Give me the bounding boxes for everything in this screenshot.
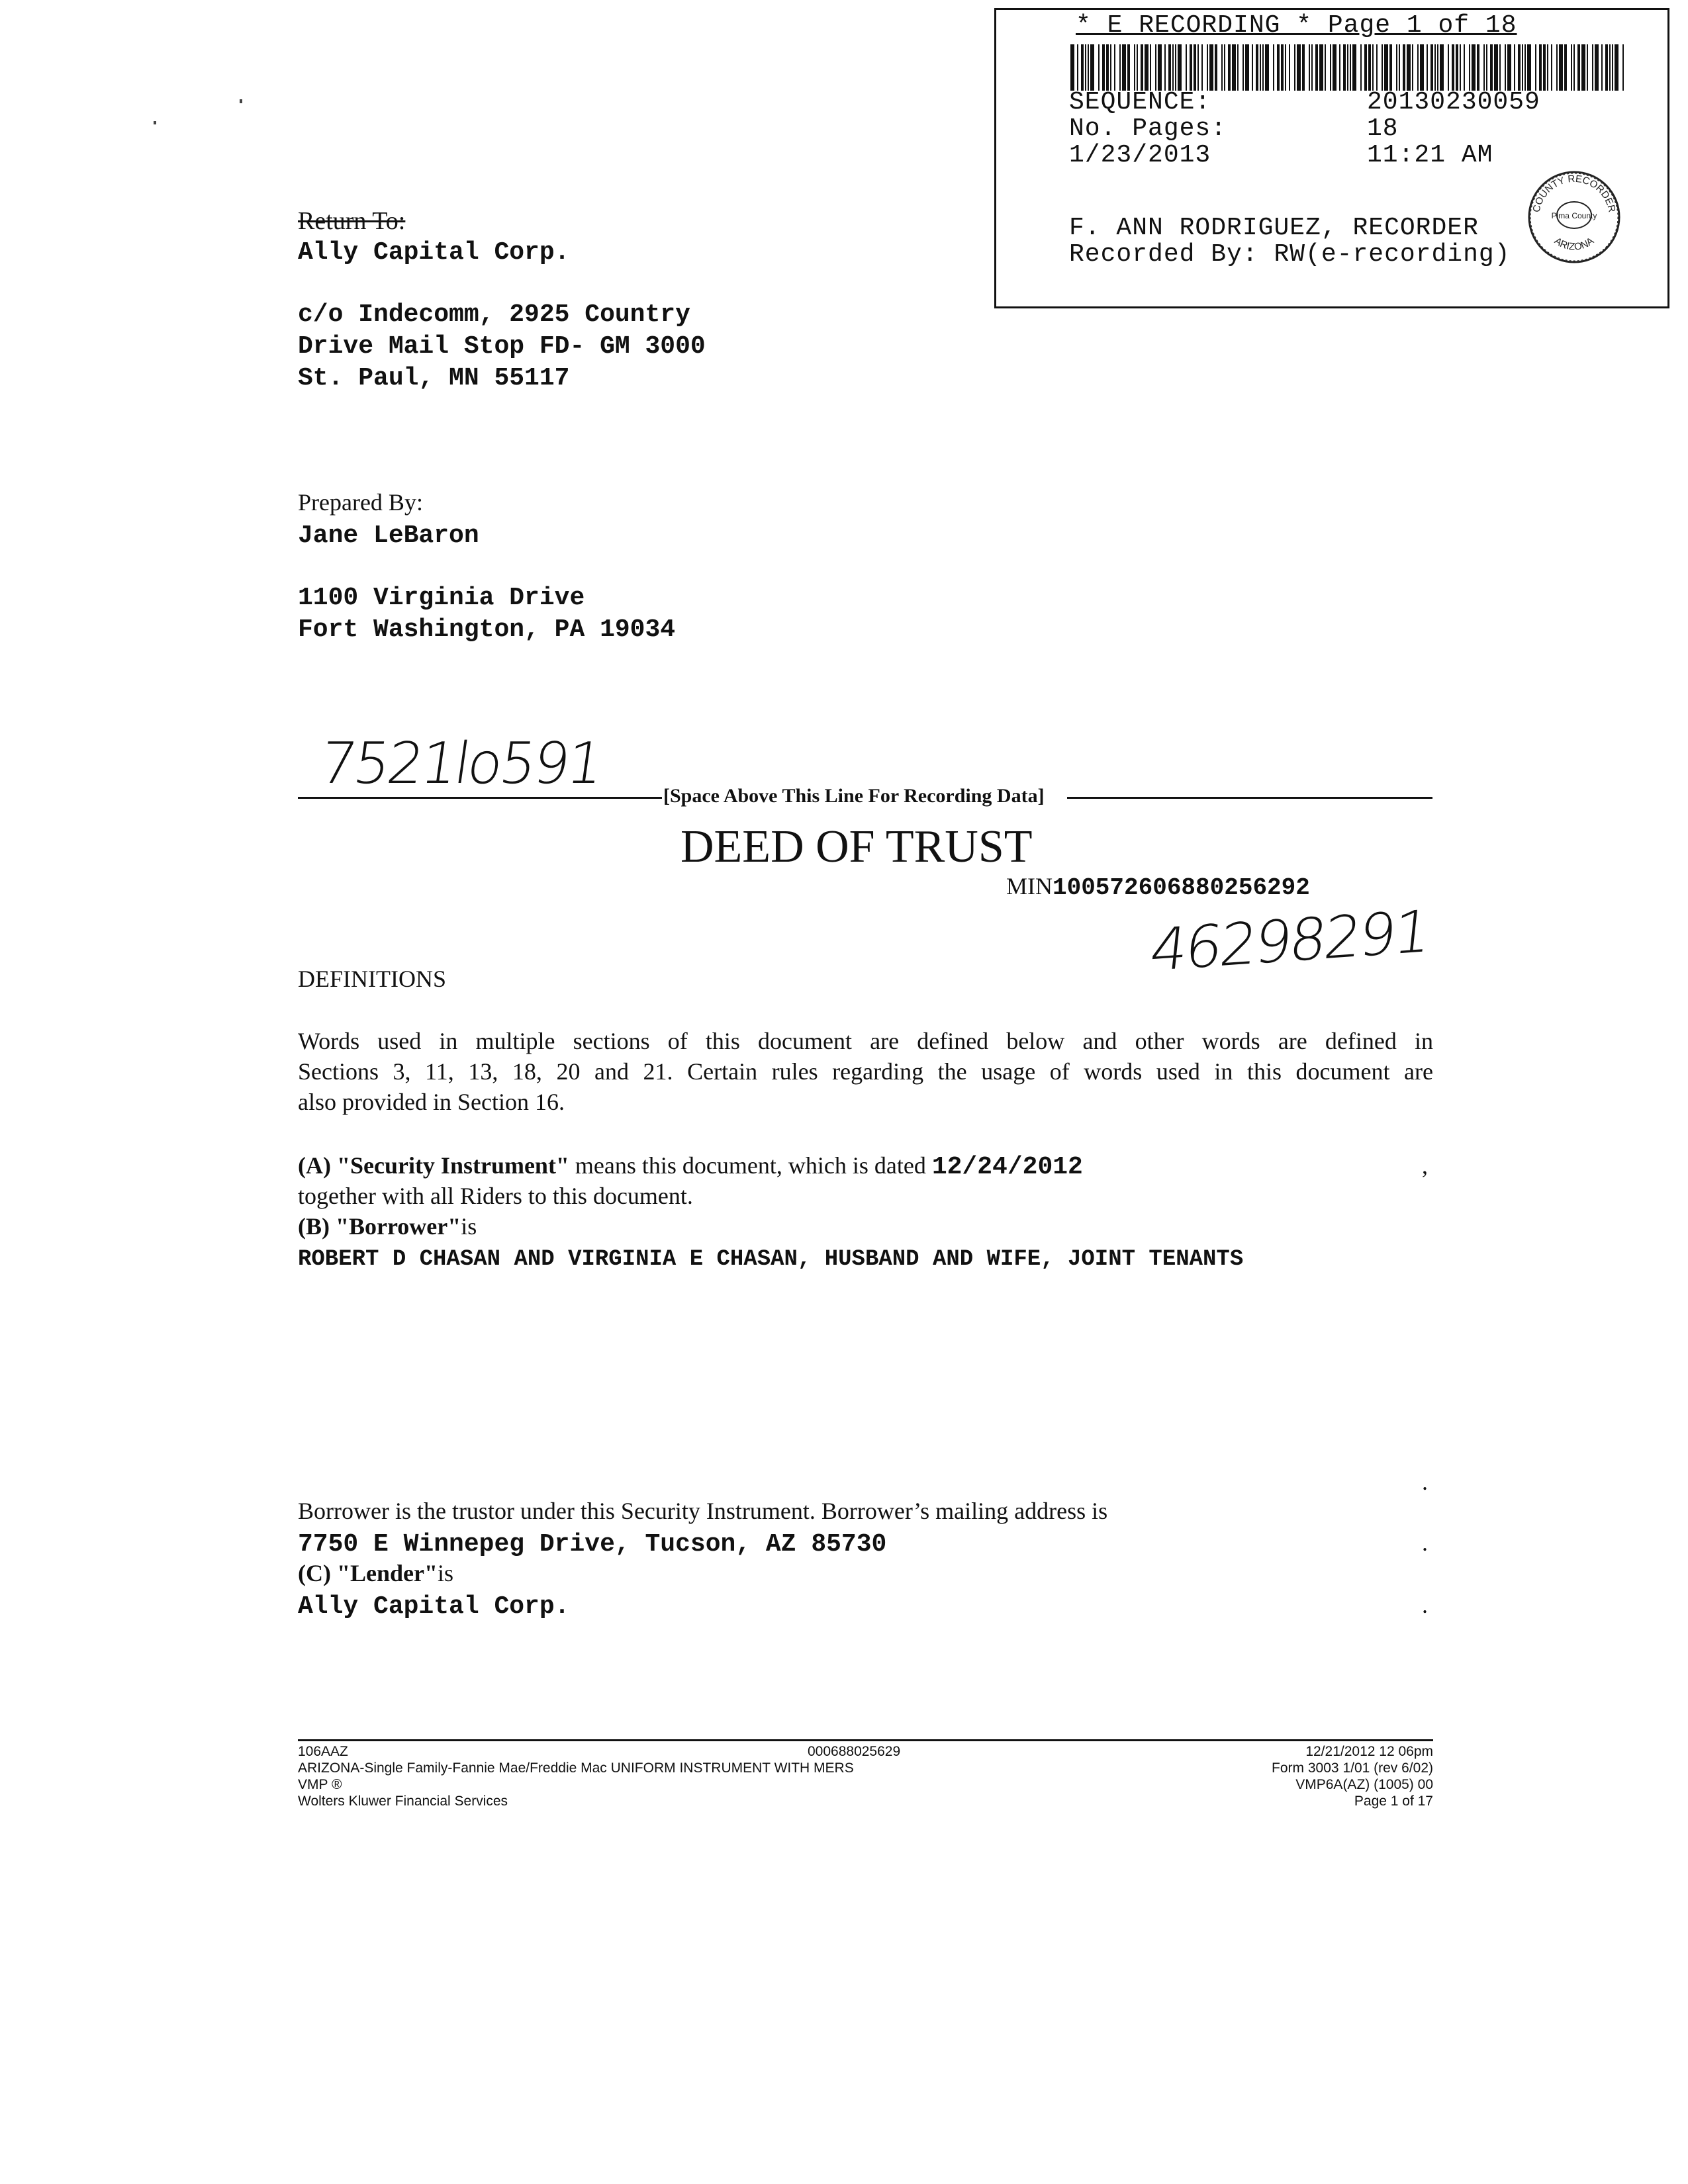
barcode-bar [1347, 44, 1348, 91]
barcode-bar [1158, 44, 1162, 91]
barcode-bar [1114, 44, 1115, 91]
barcode-bar [1224, 44, 1225, 91]
barcode-bar [1155, 44, 1156, 91]
barcode-bar [1352, 44, 1356, 91]
barcode-image [1070, 44, 1626, 91]
barcode-bar [1145, 44, 1149, 91]
barcode-bar [1256, 44, 1258, 91]
barcode-bar [1273, 44, 1274, 91]
barcode-bar [1333, 44, 1336, 91]
barcode-bar [1577, 44, 1580, 91]
barcode-bar [1622, 44, 1624, 91]
min-label: MIN [1006, 873, 1053, 899]
barcode-bar [1098, 44, 1100, 91]
handwritten-number-right: 46298291 [1147, 897, 1432, 985]
barcode-bar [1134, 44, 1135, 91]
footer-publisher: Wolters Kluwer Financial Services [298, 1794, 508, 1809]
barcode-bar [1543, 44, 1546, 91]
barcode-bar [1539, 44, 1542, 91]
seal-top-text: COUNTY RECORDER [1530, 173, 1618, 214]
barcode-bar [1207, 44, 1208, 91]
barcode-bar [1309, 44, 1310, 91]
barcode-bar [1389, 44, 1392, 91]
barcode-bar [1285, 44, 1286, 91]
barcode-bar [1350, 44, 1351, 91]
barcode-bar [1430, 44, 1433, 91]
barcode-bar [1573, 44, 1575, 91]
barcode-bar [1289, 44, 1290, 91]
barcode-bar [1464, 44, 1465, 91]
barcode-bar [1172, 44, 1174, 91]
barcode-bar [1494, 44, 1498, 91]
min-value: 100572606880256292 [1053, 874, 1310, 901]
barcode-bar [1571, 44, 1572, 91]
barcode-bar [1581, 44, 1585, 91]
barcode-bar [1201, 44, 1203, 91]
recording-time: 11:21 AM [1367, 141, 1493, 169]
barcode-bar [1368, 44, 1371, 91]
barcode-bar [1547, 44, 1548, 91]
barcode-bar [1556, 44, 1558, 91]
barcode-bar [1119, 44, 1121, 91]
barcode-bar [1127, 44, 1130, 91]
barcode-bar [1311, 44, 1313, 91]
barcode-bar [1472, 44, 1476, 91]
barcode-bar [1551, 44, 1552, 91]
barcode-bar [1524, 44, 1526, 91]
barcode-bar [1427, 44, 1428, 91]
barcode-bar [1559, 44, 1563, 91]
barcode-bar [1514, 44, 1515, 91]
barcode-bar [1437, 44, 1438, 91]
return-to-address-line: Drive Mail Stop FD- GM 3000 [298, 332, 706, 361]
definition-a-continued: together with all Riders to this document. [298, 1183, 693, 1209]
barcode-bar [1243, 44, 1244, 91]
barcode-bar [1417, 44, 1419, 91]
prepared-by-address-line: 1100 Virginia Drive [298, 584, 585, 612]
barcode-bar [1085, 44, 1086, 91]
barcode-bar [1434, 44, 1436, 91]
definitions-intro-line: Words used in multiple sections of this document are defined below and other words are defined in [298, 1028, 1433, 1054]
prepared-by-address-line: Fort Washington, PA 19034 [298, 615, 676, 644]
barcode-bar [1612, 44, 1613, 91]
definitions-heading: DEFINITIONS [298, 966, 446, 992]
footer-form-number: Form 3003 1/01 (rev 6/02) [1272, 1760, 1433, 1776]
prepared-by-label: Prepared By: [298, 489, 423, 516]
barcode-bar [1110, 44, 1111, 91]
footer-vmp-code: VMP6A(AZ) (1005) 00 [1295, 1777, 1433, 1792]
barcode-bar [1483, 44, 1485, 91]
barcode-bar [1070, 44, 1074, 91]
return-to-address-line: c/o Indecomm, 2925 Country [298, 300, 690, 329]
barcode-bar [1615, 44, 1618, 91]
barcode-bar [1440, 44, 1444, 91]
footer-divider [298, 1739, 1433, 1741]
recording-header: * E RECORDING * Page 1 of 18 [1076, 11, 1517, 40]
barcode-bar [1490, 44, 1493, 91]
return-to-label [298, 206, 405, 237]
barcode-bar [1315, 44, 1318, 91]
barcode-bar [1319, 44, 1323, 91]
barcode-bar [1343, 44, 1346, 91]
barcode-bar [1535, 44, 1536, 91]
footer-right [1192, 1743, 1433, 1809]
barcode-bar [1168, 44, 1171, 91]
footer-form-description: ARIZONA-Single Family-Fannie Mae/Freddie Mac UNIFORM INSTRUMENT WITH MERS [298, 1760, 854, 1776]
barcode-bar [1237, 44, 1239, 91]
borrower-names: ROBERT D CHASAN AND VIRGINIA E CHASAN, HUSBAND AND WIFE, JOINT TENANTS [298, 1247, 1244, 1272]
barcode-bar [1175, 44, 1176, 91]
barcode-bar [1228, 44, 1231, 91]
barcode-bar [1297, 44, 1301, 91]
scan-speck [240, 99, 242, 103]
seal-bottom-text: ARIZONA [1552, 235, 1597, 253]
barcode-bar [1252, 44, 1253, 91]
barcode-bar [1587, 44, 1588, 91]
definition-b-label: (B) "Borrower" [298, 1213, 461, 1240]
definition-b-is: is [461, 1213, 477, 1240]
pages-value: 18 [1367, 114, 1399, 143]
barcode-bar [1396, 44, 1397, 91]
barcode-bar [1106, 44, 1109, 91]
barcode-bar [1281, 44, 1284, 91]
return-to-label-text: Return To: [298, 207, 406, 235]
document-title: DEED OF TRUST [680, 821, 1033, 872]
barcode-bar [1077, 44, 1078, 91]
barcode-bar [1460, 44, 1461, 91]
barcode-bar [1265, 44, 1269, 91]
barcode-bar [1592, 44, 1593, 91]
definitions-intro-line: also provided in Section 16. [298, 1089, 565, 1115]
barcode-bar [1407, 44, 1411, 91]
definition-a-date: 12/24/2012 [931, 1153, 1083, 1181]
barcode-bar [1420, 44, 1424, 91]
recording-stamp-box [994, 8, 1669, 308]
svg-text:COUNTY RECORDER [1530, 173, 1617, 214]
divider-line-left [298, 797, 662, 799]
barcode-bar [1102, 44, 1105, 91]
recording-date: 1/23/2013 [1069, 141, 1211, 169]
barcode-bar [1190, 44, 1192, 91]
barcode-bar [1507, 44, 1511, 91]
line-dot: . [1422, 1469, 1428, 1495]
definition-a-comma: , [1422, 1152, 1428, 1179]
barcode-bar [1260, 44, 1261, 91]
footer-left [298, 1743, 854, 1809]
barcode-bar [1122, 44, 1126, 91]
barcode-bar [1372, 44, 1374, 91]
space-above-line-label: [Space Above This Line For Recording Data] [663, 785, 1045, 807]
barcode-bar [1601, 44, 1603, 91]
barcode-bar [1522, 44, 1523, 91]
barcode-bar [1364, 44, 1367, 91]
pages-label: No. Pages: [1069, 114, 1227, 143]
borrower-mailing-address: 7750 E Winnepeg Drive, Tucson, AZ 85730 [298, 1530, 887, 1559]
barcode-bar [1081, 44, 1084, 91]
definition-a [298, 1152, 1083, 1181]
definition-c [298, 1559, 453, 1587]
barcode-bar [1262, 44, 1264, 91]
footer-form-code: 106AAZ [298, 1744, 348, 1759]
min-number [1006, 872, 1310, 901]
divider-line-right [1067, 797, 1432, 799]
sequence-value: 20130230059 [1367, 88, 1540, 116]
barcode-bar [1339, 44, 1340, 91]
barcode-bar [1384, 44, 1388, 91]
scan-speck [154, 121, 156, 124]
barcode-bar [1090, 44, 1094, 91]
seal-inner-text: Pima County [1551, 211, 1597, 220]
barcode-bar [1330, 44, 1331, 91]
barcode-bar [1197, 44, 1199, 91]
trustor-statement: Borrower is the trustor under this Security Instrument. Borrower’s mailing address is [298, 1498, 1108, 1524]
barcode-bar [1609, 44, 1611, 91]
barcode-bar [1294, 44, 1295, 91]
barcode-bar [1595, 44, 1599, 91]
footer-page-number: Page 1 of 17 [1354, 1794, 1433, 1809]
barcode-bar [1360, 44, 1362, 91]
barcode-bar [1232, 44, 1236, 91]
barcode-bar [1452, 44, 1454, 91]
prepared-by-name: Jane LeBaron [298, 522, 479, 550]
barcode-bar [1088, 44, 1089, 91]
barcode-bar [1499, 44, 1501, 91]
lender-name: Ally Capital Corp. [298, 1592, 570, 1621]
barcode-bar [1302, 44, 1305, 91]
barcode-bar [1376, 44, 1378, 91]
barcode-bar [1194, 44, 1196, 91]
barcode-bar [1325, 44, 1326, 91]
barcode-bar [1150, 44, 1151, 91]
barcode-bar [1456, 44, 1458, 91]
barcode-bar [1137, 44, 1138, 91]
sequence-label: SEQUENCE: [1069, 88, 1211, 116]
footer-print-date: 12/21/2012 12 06pm [1305, 1744, 1433, 1759]
recorded-by: Recorded By: RW(e-recording) [1069, 240, 1511, 269]
definition-a-label: (A) "Security Instrument" [298, 1152, 569, 1179]
definition-b [298, 1212, 477, 1240]
footer-loan-number: 000688025629 [808, 1744, 901, 1759]
footer-vmp: VMP ® [298, 1777, 342, 1792]
barcode-bar [1186, 44, 1187, 91]
barcode-bar [1245, 44, 1249, 91]
definition-c-label: (C) "Lender" [298, 1560, 438, 1586]
barcode-bar [1399, 44, 1400, 91]
barcode-bar [1505, 44, 1506, 91]
barcode-bar [1209, 44, 1213, 91]
handwritten-number-top: 7521lo591 [315, 731, 606, 797]
barcode-bar [1178, 44, 1182, 91]
barcode-bar [1412, 44, 1413, 91]
barcode-bar [1564, 44, 1567, 91]
barcode-bar [1477, 44, 1479, 91]
barcode-bar [1527, 44, 1531, 91]
barcode-bar [1403, 44, 1405, 91]
county-seal-image [1524, 167, 1624, 267]
definitions-intro-line: Sections 3, 11, 13, 18, 20 and 21. Certain rules regarding the usage of words used in this document are [298, 1058, 1433, 1085]
barcode-bar [1448, 44, 1449, 91]
barcode-bar [1382, 44, 1383, 91]
return-to-address-line: St. Paul, MN 55117 [298, 364, 570, 392]
barcode-bar [1469, 44, 1470, 91]
barcode-bar [1215, 44, 1217, 91]
recorder-name: F. ANN RODRIGUEZ, RECORDER [1069, 214, 1479, 242]
svg-text:ARIZONA [1552, 235, 1596, 252]
barcode-bar [1141, 44, 1143, 91]
definition-c-is: is [437, 1560, 453, 1586]
return-to-name: Ally Capital Corp. [298, 238, 570, 267]
barcode-bar [1518, 44, 1521, 91]
barcode-bar [1277, 44, 1280, 91]
barcode-bar [1605, 44, 1608, 91]
line-dot: . [1422, 1529, 1428, 1556]
definition-a-text: means this document, which is dated [575, 1152, 926, 1179]
barcode-bar [1221, 44, 1223, 91]
line-dot: . [1422, 1592, 1428, 1618]
barcode-bar [1164, 44, 1166, 91]
barcode-bar [1486, 44, 1487, 91]
